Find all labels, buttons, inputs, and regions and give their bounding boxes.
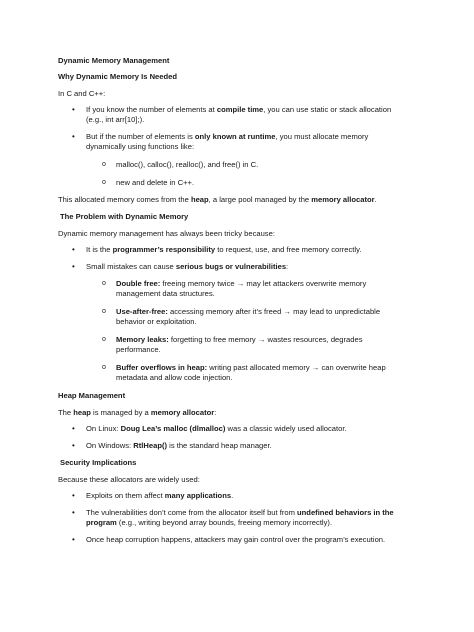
- sub-list-item: o malloc(), calloc(), realloc(), and free() in C.: [102, 160, 259, 169]
- sub-list-item: o Buffer overflows in heap: writing past allocated memory → can overwrite heap metadata and allow code injection.: [102, 363, 386, 382]
- sub-list-item: o Memory leaks: forgetting to free memory → wastes resources, degrades performance.: [102, 335, 363, 354]
- bullet-icon: •: [72, 132, 75, 141]
- bullet-icon: •: [72, 491, 75, 500]
- section-heading-heap: Heap Management: [58, 391, 126, 400]
- bullet-icon: •: [72, 245, 75, 254]
- section3-intro: The heap is managed by a memory allocator:: [58, 408, 217, 417]
- document-title: Dynamic Memory Management: [58, 56, 170, 65]
- sub-list-item: o new and delete in C++.: [102, 178, 195, 187]
- bullet-icon: •: [72, 424, 75, 433]
- list-item: • On Linux: Doug Lea’s malloc (dlmalloc) was a classic widely used allocator.: [72, 424, 347, 433]
- sub-list-item: o Double free: freeing memory twice → may let attackers overwrite memory management data structures.: [102, 279, 367, 298]
- list-item: • Exploits on them affect many applications.: [72, 491, 234, 500]
- circle-bullet-icon: o: [102, 364, 106, 371]
- list-item: • On Windows: RtlHeap() is the standard heap manager.: [72, 441, 272, 450]
- section-heading-problem: The Problem with Dynamic Memory: [60, 212, 189, 221]
- section-heading-why-needed: Why Dynamic Memory Is Needed: [58, 72, 178, 81]
- list-item: • But if the number of elements is only known at runtime, you must allocate memory dynamically using functions like:: [72, 132, 369, 151]
- list-item: • The vulnerabilities don’t come from the allocator itself but from undefined behaviors in the program (e.g., writing beyond array bounds, freeing memory incorrectly).: [72, 508, 394, 527]
- section-heading-security: Security Implications: [60, 458, 137, 467]
- circle-bullet-icon: o: [102, 161, 106, 168]
- bullet-icon: •: [72, 105, 75, 114]
- list-item: • If you know the number of elements at compile time, you can use static or stack allocation (e.g., int arr[10];).: [72, 105, 392, 124]
- list-item: • Once heap corruption happens, attackers may gain control over the program’s execution.: [72, 535, 386, 544]
- circle-bullet-icon: o: [102, 308, 106, 315]
- list-item: • It is the programmer’s responsibility to request, use, and free memory correctly.: [72, 245, 362, 254]
- list-item: • Small mistakes can cause serious bugs or vulnerabilities:: [72, 262, 289, 271]
- sub-list-item: o Use-after-free: accessing memory after it’s freed → may lead to unpredictable behavior or exploitation.: [102, 307, 381, 326]
- bullet-icon: •: [72, 262, 75, 271]
- section1-outro: This allocated memory comes from the heap, a large pool managed by the memory allocator.: [58, 195, 377, 204]
- section4-intro: Because these allocators are widely used:: [58, 475, 200, 484]
- circle-bullet-icon: o: [102, 336, 106, 343]
- section1-intro: In C and C++:: [58, 89, 106, 98]
- bullet-icon: •: [72, 508, 75, 517]
- circle-bullet-icon: o: [102, 179, 106, 186]
- circle-bullet-icon: o: [102, 280, 106, 287]
- section2-intro: Dynamic memory management has always been tricky because:: [58, 229, 275, 238]
- bullet-icon: •: [72, 441, 75, 450]
- bullet-icon: •: [72, 535, 75, 544]
